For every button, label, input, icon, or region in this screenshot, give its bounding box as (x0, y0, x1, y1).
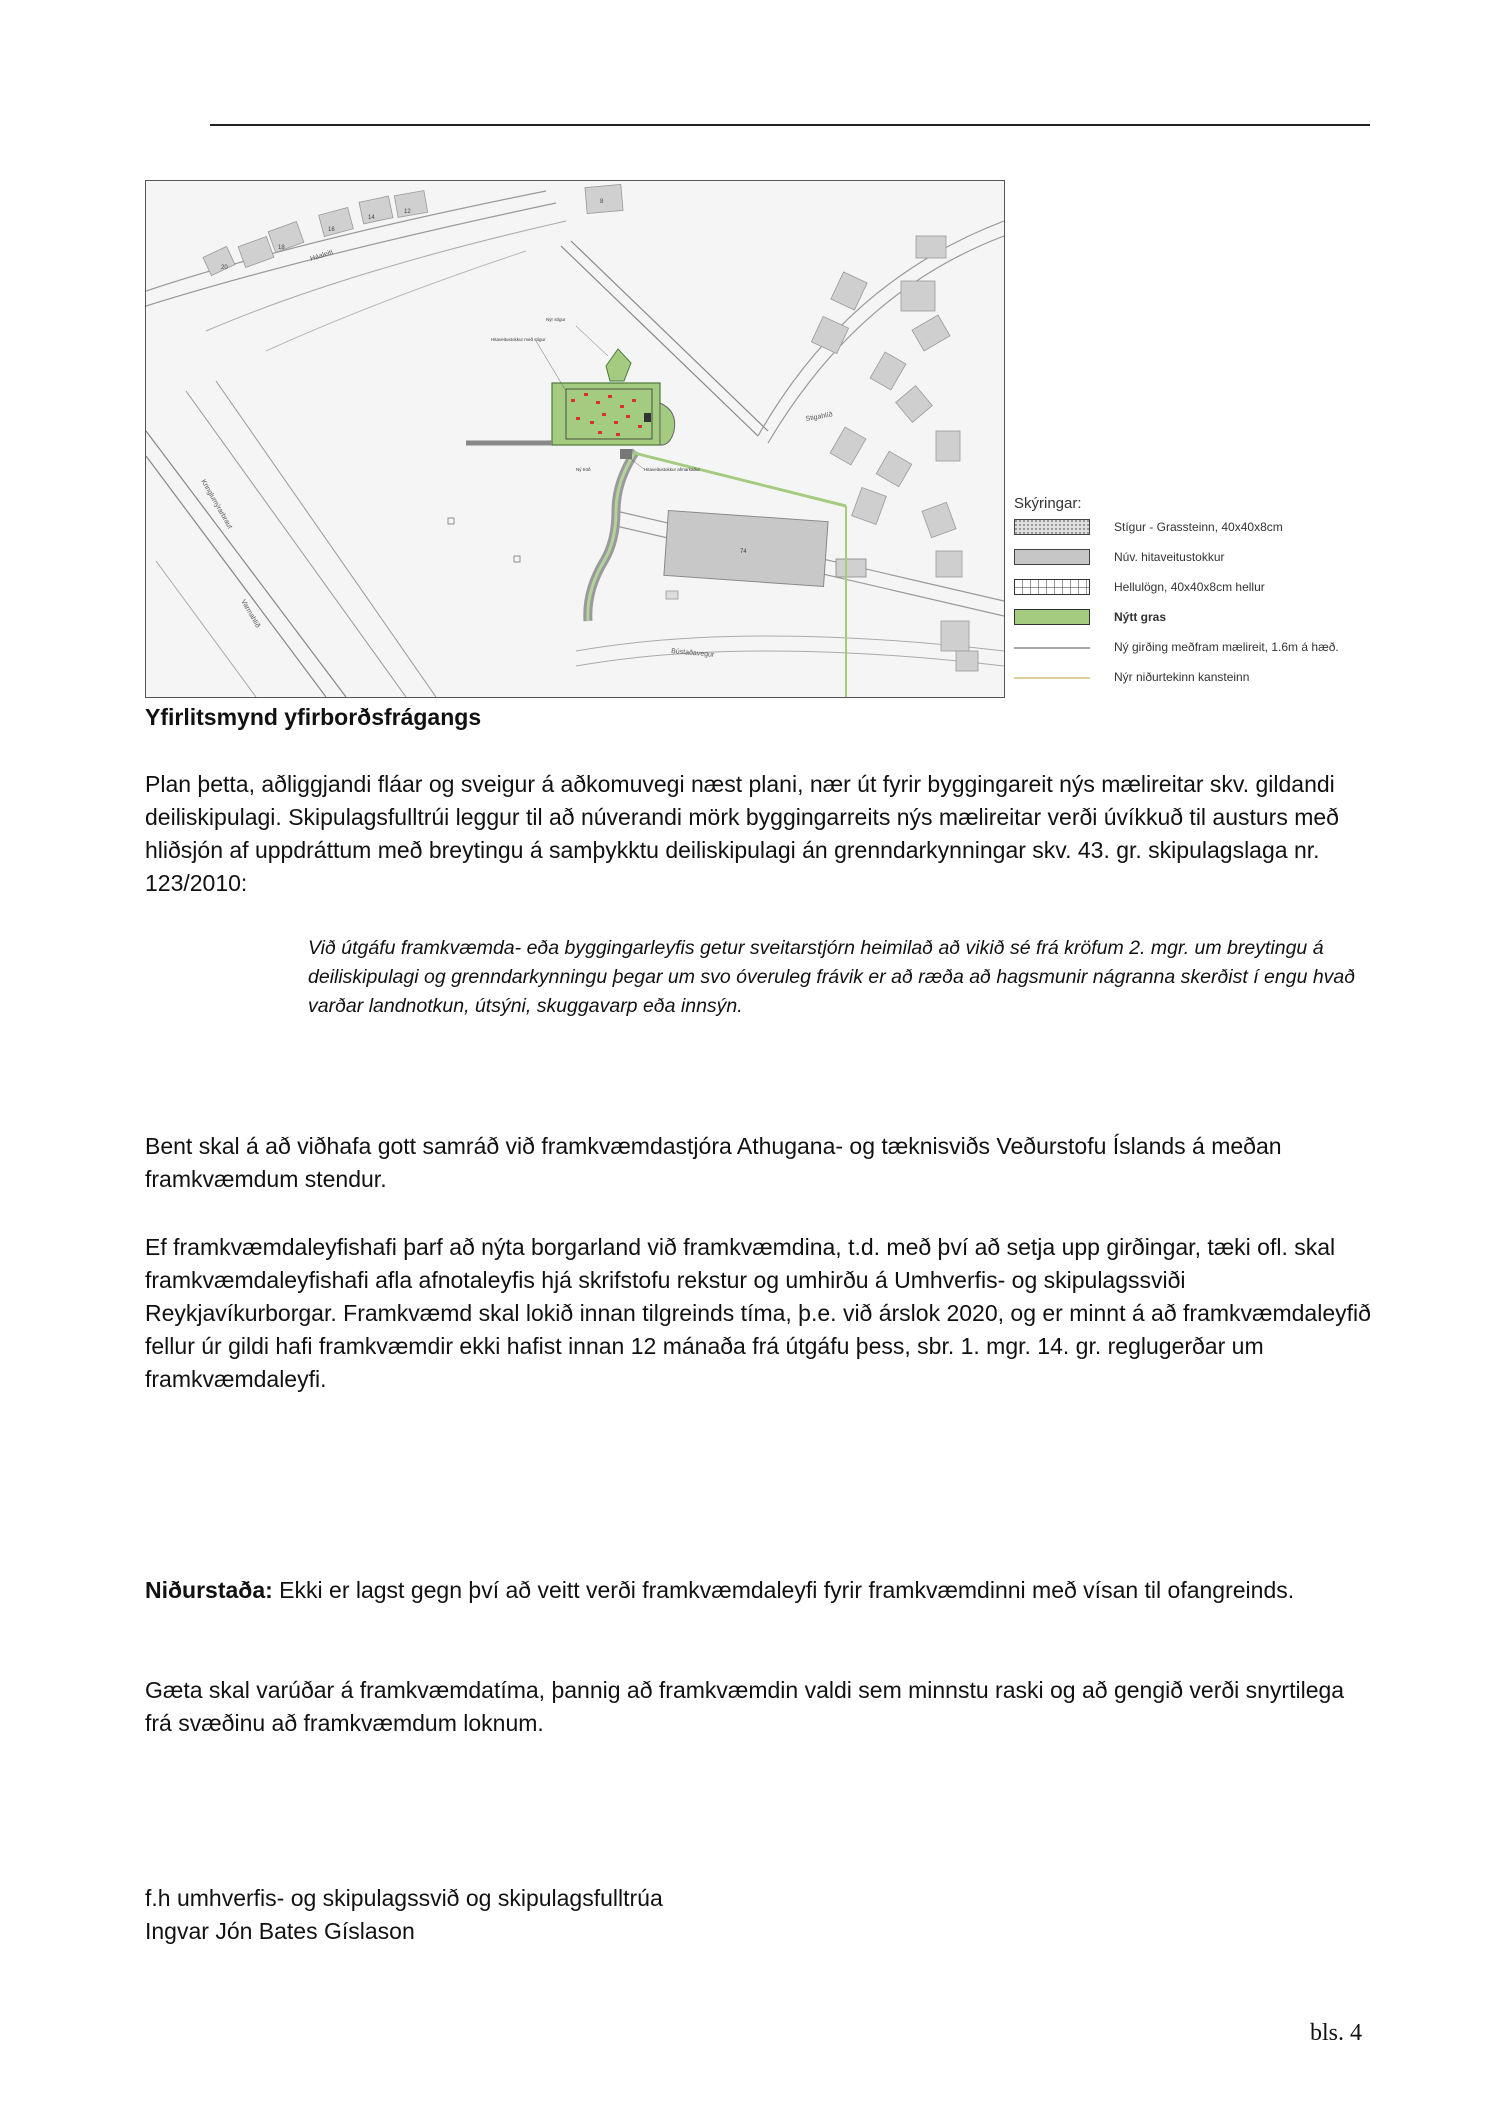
page-number: bls. 4 (1310, 2020, 1363, 2046)
map-street-label: Varmahlíð (239, 598, 262, 630)
conclusion-text: Ekki er lagst gegn því að veitt verði framkvæmdaleyfi fyrir framkvæmdinni með vísan til ofangreinds. (272, 1577, 1295, 1603)
map-street-label: Kringlumýrarbraut (199, 478, 234, 531)
map-house-number: 20 (221, 265, 228, 271)
legend-line-fence-icon (1014, 639, 1090, 655)
map-annotation: Ný tröð (576, 467, 591, 472)
map-house-number: 16 (328, 227, 335, 233)
map-house-number: 8 (600, 199, 604, 205)
legend-swatch-grid-icon (1014, 579, 1090, 595)
paragraph-consultation: Bent skal á að viðhafa gott samráð við framkvæmdastjóra Athugana- og tæknisviðs Veðurstofu Íslands á meðan framkvæmdum stendur. (145, 1133, 1282, 1192)
legend-swatch-grey-icon (1014, 549, 1090, 565)
legend-swatch-hatch-icon (1014, 519, 1090, 535)
legend-label: Hellulögn, 40x40x8cm hellur (1114, 580, 1265, 594)
map-house-number: 14 (368, 215, 375, 221)
map-street-label: Bústaðavegur (670, 648, 715, 659)
legend-label: Nýtt gras (1114, 610, 1167, 624)
paragraph-caution: Gæta skal varúðar á framkvæmdatíma, þannig að framkvæmdin valdi sem minnstu raski og að gengið verði snyrtilega frá svæðinu að framkvæmdum loknum. (145, 1677, 1345, 1736)
legend-item-curb (1014, 669, 1384, 689)
legend-label: Stígur - Grassteinn, 40x40x8cm (1114, 520, 1283, 534)
map-street-label: Stigahlíð (805, 411, 834, 423)
legend-label: Nýr niðurtekinn kansteinn (1114, 670, 1250, 684)
legend-item-fence (1014, 639, 1384, 659)
map-house-number: 18 (278, 245, 285, 251)
header-rule (210, 124, 1370, 126)
legend-item-grass (1014, 609, 1384, 629)
map-house-number: 12 (404, 209, 411, 215)
paragraph-plan: Plan þetta, aðliggjandi fláar og sveigur á aðkomuvegi næst plani, nær út fyrir byggingareit nýs mælireitar skv. gildandi deiliskipulagi. Skipulagsfulltrúi leggur til að núverandi mörk byggingarreits nýs mælireitar verði úvíkkuð til austurs með hliðsjón af uppdráttum með breytingu á samþykktu deiliskipulagi án grenndarkynningar skv. 43. gr. skipulagslaga nr. 123/2010: (145, 771, 1339, 896)
map-house-number: 74 (740, 549, 747, 555)
signature-name: Ingvar Jón Bates Gíslason (145, 1918, 415, 1944)
figure-caption: Yfirlitsmynd yfirborðsfrágangs (145, 704, 482, 730)
legend-label: Núv. hitaveitustokkur (1114, 550, 1225, 564)
site-plan-map (145, 180, 1005, 698)
conclusion-label: Niðurstaða: (145, 1577, 273, 1603)
map-annotation: Nýr stígur (546, 317, 566, 322)
legend-label: Ný girðing meðfram mælireit, 1.6m á hæð. (1114, 640, 1339, 654)
paragraph-city-land: Ef framkvæmdaleyfishafi þarf að nýta borgarland við framkvæmdina, t.d. með því að setja upp girðingar, tæki ofl. skal framkvæmdaleyfishafi afla afnotaleyfis hjá skrifstofu rekstur og umhirðu á Umhverfis- og skipulagssviði Reykjavíkurborgar. Framkvæmd skal lokið innan tilgreinds tíma, þ.e. við árslok 2020, og er minnt á að framkvæmdaleyfið fellur úr gildi hafi framkvæmdir ekki hafist innan 12 mánaða frá útgáfu þess, sbr. 1. mgr. 14. gr. reglugerðar um framkvæmdaleyfi. (145, 1234, 1371, 1392)
legend-item-paving (1014, 579, 1384, 599)
legend-title: Skýringar: (1014, 495, 1082, 512)
signature-line-1: f.h umhverfis- og skipulagssvið og skipulagsfulltrúa (145, 1885, 663, 1911)
law-quote: Við útgáfu framkvæmda- eða byggingarleyfis getur sveitarstjórn heimilað að vikið sé frá kröfum 2. mgr. um breytingu á deiliskipulagi og grenndarkynningu þegar um svo óveruleg frávik er að ræða að hagsmunir nágranna skerðist í engu hvað varðar landnotkun, útsýni, skuggavarp eða innsýn. (308, 937, 1356, 1017)
map-legend (1014, 495, 1384, 684)
legend-line-curb-icon (1014, 669, 1090, 685)
legend-item-path (1014, 519, 1384, 539)
map-annotation: Hitaveitustokkur með stígur (491, 337, 546, 342)
paragraph-conclusion (145, 1574, 1375, 1607)
legend-swatch-green-icon (1014, 609, 1090, 625)
legend-item-tunnel (1014, 549, 1384, 569)
map-street-label: Háaleiti (309, 249, 334, 263)
map-annotation: Hitaveitustokkur afmarkaður (644, 467, 701, 472)
